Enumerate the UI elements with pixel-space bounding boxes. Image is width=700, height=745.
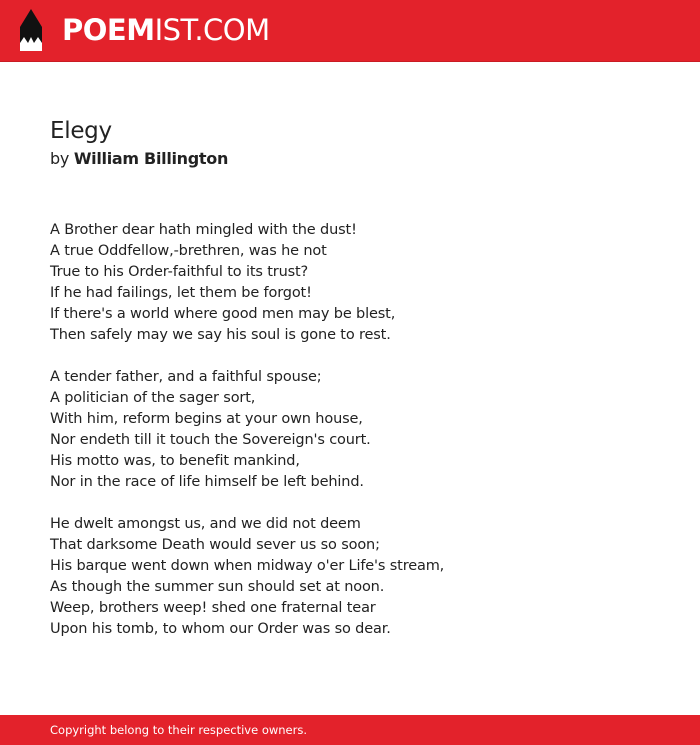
site-header — [0, 0, 700, 62]
stanza — [50, 220, 650, 346]
poem-line: If he had failings, let them be forgot! — [50, 285, 312, 301]
poem-line: Nor in the race of life himself be left behind. — [50, 474, 364, 490]
poem-line: A tender father, and a faithful spouse; — [50, 369, 322, 385]
poem-line: That darksome Death would sever us so soon; — [50, 537, 380, 553]
poem-content — [50, 113, 650, 661]
poem-line: Upon his tomb, to whom our Order was so dear. — [50, 621, 391, 637]
poem-line: As though the summer sun should set at noon. — [50, 579, 385, 595]
poem-body — [50, 220, 650, 640]
poem-line: His barque went down when midway o'er Life's stream, — [50, 558, 445, 574]
site-footer — [0, 715, 700, 745]
poem-byline — [50, 149, 650, 169]
poem-line: Weep, brothers weep! shed one fraternal tear — [50, 600, 376, 616]
poem-line: If there's a world where good men may be blest, — [50, 306, 396, 322]
by-label: by — [50, 149, 70, 168]
poem-line: True to his Order-faithful to its trust? — [50, 264, 309, 280]
poem-author: William Billington — [73, 149, 229, 168]
poem-line: With him, reform begins at your own house, — [50, 411, 363, 427]
stanza — [50, 514, 650, 640]
poem-line: A politician of the sager sort, — [50, 390, 256, 406]
poem-line: He dwelt amongst us, and we did not deem — [50, 516, 361, 532]
poem-title: Elegy — [50, 118, 112, 144]
poem-line: A true Oddfellow,-brethren, was he not — [50, 243, 327, 259]
poem-line: A Brother dear hath mingled with the dust! — [50, 222, 357, 238]
copyright-text: Copyright belong to their respective owners. — [50, 723, 308, 737]
brand-light-text: IST.COM — [154, 13, 270, 47]
stanza — [50, 367, 650, 493]
site-logo-text[interactable] — [62, 12, 270, 48]
pencil-logo-icon[interactable] — [17, 9, 45, 53]
poem-line: Nor endeth till it touch the Sovereign's court. — [50, 432, 371, 448]
brand-bold-text: POEM — [62, 13, 155, 47]
poem-line: Then safely may we say his soul is gone to rest. — [50, 327, 391, 343]
poem-line: His motto was, to benefit mankind, — [50, 453, 300, 469]
